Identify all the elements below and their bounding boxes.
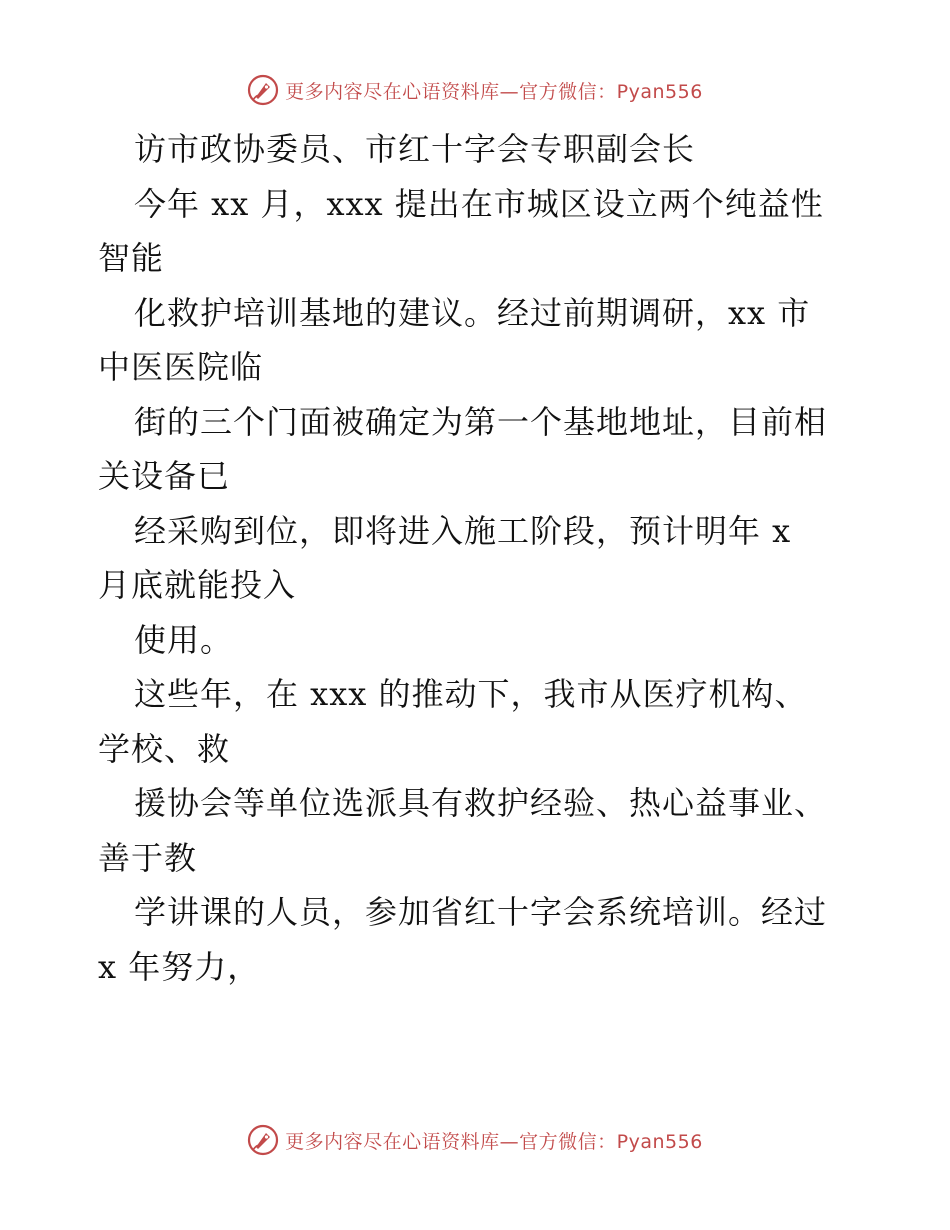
text-line: 月底就能投入 xyxy=(98,566,297,604)
text-line: 这些年，在 xxx 的推动下，我市从医疗机构、 xyxy=(134,675,808,713)
text-line: 经采购到位，即将进入施工阶段，预计明年 x xyxy=(134,511,792,550)
text-line: 援协会等单位选派具有救护经验、热心益事业、 xyxy=(134,784,828,822)
pen-nib-logo-icon xyxy=(247,1124,279,1156)
text-line: 使用。 xyxy=(134,620,234,659)
text-line: 中医医院临 xyxy=(98,348,264,386)
text-line: 学校、救 xyxy=(98,729,231,768)
footer-watermark xyxy=(0,1120,950,1160)
header-watermark xyxy=(0,70,950,110)
text-line: 善于教 xyxy=(98,838,198,877)
text-line: 智能 xyxy=(98,239,165,277)
text-line: x 年努力， xyxy=(98,947,261,986)
text-line: 化救护培训基地的建议。经过前期调研，xx 市 xyxy=(134,293,811,332)
text-line: 今年 xx 月，xxx 提出在市城区设立两个纯益性 xyxy=(134,184,824,223)
text-line: 访市政协委员、市红十字会专职副会长 xyxy=(134,130,696,168)
header-watermark-text: 更多内容尽在心语资料库—官方微信：Pyan556 xyxy=(285,80,703,103)
text-line: 关设备已 xyxy=(98,457,231,495)
footer-watermark-text: 更多内容尽在心语资料库—官方微信：Pyan556 xyxy=(285,1130,703,1153)
pen-nib-logo-icon xyxy=(247,74,279,106)
document-body xyxy=(98,122,858,994)
text-line: 学讲课的人员，参加省红十字会系统培训。经过 xyxy=(134,893,828,931)
text-line: 街的三个门面被确定为第一个基地地址，目前相 xyxy=(134,402,828,441)
